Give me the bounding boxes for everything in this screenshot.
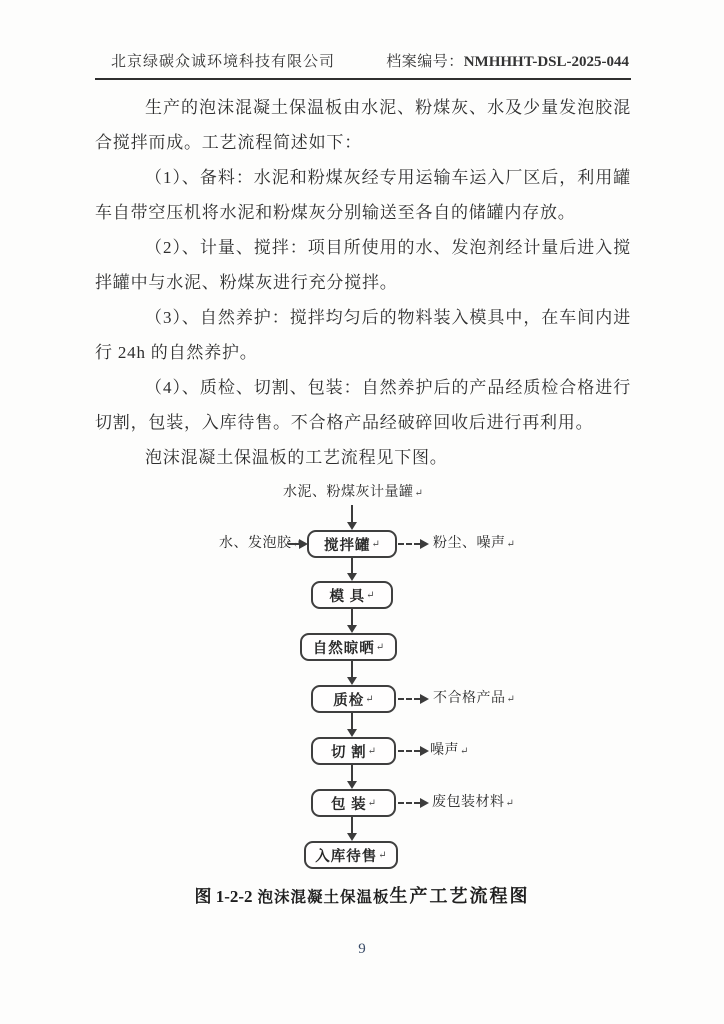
- flow-top-label: [267, 484, 439, 503]
- node-quality-check: [311, 685, 396, 713]
- node-warehouse: [304, 841, 398, 869]
- node-mold: [311, 581, 393, 609]
- paragraph-mark: ↵: [367, 797, 376, 809]
- dashed-output-arrow: [398, 543, 420, 545]
- paragraph-mark: ↵: [505, 798, 514, 809]
- paragraph-mark: ↵: [365, 693, 374, 705]
- figure-caption: [0, 882, 724, 908]
- paragraph-mark: ↵: [371, 538, 380, 550]
- company-name: 北京绿碳众诚环境科技有限公司: [111, 54, 336, 70]
- figure-subject: 泡沫混凝土保温板: [257, 889, 390, 906]
- dashed-output-arrow: [398, 750, 420, 752]
- node-mixing-tank: [307, 530, 397, 558]
- page-header: [95, 50, 631, 80]
- node-label: 入库待售: [315, 848, 378, 865]
- paragraph-mark: ↵: [506, 539, 515, 550]
- down-arrow: [351, 505, 353, 522]
- emission-label-noise: [430, 742, 468, 761]
- paragraph-step1: （1）、备料：水泥和粉煤灰经专用运输车运入厂区后，利用罐车自带空压机将水泥和粉煤灰分别输送至各自的储罐内存放。: [95, 168, 631, 222]
- emission-text: 噪声: [430, 743, 459, 758]
- flow-top-label-text: 水泥、粉煤灰计量罐: [283, 485, 414, 500]
- emission-text: 废包装材料: [432, 795, 505, 810]
- paragraph-mark: ↵: [367, 745, 376, 757]
- node-natural-drying: [300, 633, 397, 661]
- paragraph-mark: ↵: [292, 539, 301, 550]
- node-packing: [311, 789, 396, 817]
- down-arrow: [351, 817, 353, 833]
- archive-code: NMHHHT-DSL-2025-044: [463, 54, 629, 70]
- emission-label-dust-noise: [433, 535, 515, 554]
- node-label: 质检: [333, 692, 365, 709]
- emission-text: 不合格产品: [433, 691, 506, 706]
- figure-number: 图 1-2-2: [194, 887, 253, 906]
- node-label: 切 割: [330, 744, 367, 761]
- emission-label-rejects: [433, 690, 515, 709]
- down-arrow: [351, 765, 353, 781]
- page-number: 9: [358, 941, 366, 957]
- archive-label: 档案编号：: [386, 54, 464, 70]
- dashed-output-arrow: [398, 802, 420, 804]
- emission-label-waste-packaging: [432, 794, 514, 813]
- archive-number: [386, 50, 629, 71]
- paragraph-mark: ↵: [366, 589, 375, 601]
- paragraph-mark: ↵: [414, 488, 423, 499]
- flow-input-label-text: 水、发泡胶: [219, 536, 292, 551]
- paragraph-mark: ↵: [378, 849, 387, 861]
- node-label: 包 装: [330, 796, 367, 813]
- figure-title: 生产工艺流程图: [389, 886, 530, 906]
- dashed-output-arrow: [398, 698, 420, 700]
- down-arrow: [351, 609, 353, 625]
- body-text: [95, 90, 631, 475]
- paragraph-mark: ↵: [460, 746, 469, 757]
- input-arrow: [288, 543, 299, 545]
- paragraph-mark: ↵: [375, 641, 385, 653]
- paragraph-step4: （4）、质检、切割、包装：自然养护后的产品经质检合格进行切割，包装，入库待售。不合格产品经破碎回收后进行再利用。: [95, 378, 631, 432]
- down-arrow: [351, 558, 353, 573]
- paragraph-step2: （2）、计量、搅拌：项目所使用的水、发泡剂经计量后进入搅拌罐中与水泥、粉煤灰进行充分搅拌。: [95, 238, 631, 292]
- paragraph-flow-note: 泡沫混凝土保温板的工艺流程见下图。: [145, 448, 448, 467]
- paragraph-step3: （3）、自然养护：搅拌均匀后的物料装入模具中，在车间内进行 24h 的自然养护。: [95, 308, 631, 362]
- emission-text: 粉尘、噪声: [433, 536, 506, 551]
- down-arrow: [351, 713, 353, 729]
- node-label: 搅拌罐: [324, 537, 371, 554]
- down-arrow: [351, 661, 353, 677]
- paragraph-intro: 生产的泡沫混凝土保温板由水泥、粉煤灰、水及少量发泡胶混合搅拌而成。工艺流程简述如下：: [95, 98, 631, 152]
- node-label: 自然晾晒: [312, 640, 375, 657]
- paragraph-mark: ↵: [506, 694, 515, 705]
- node-label: 模 具: [329, 588, 366, 605]
- node-cutting: [311, 737, 396, 765]
